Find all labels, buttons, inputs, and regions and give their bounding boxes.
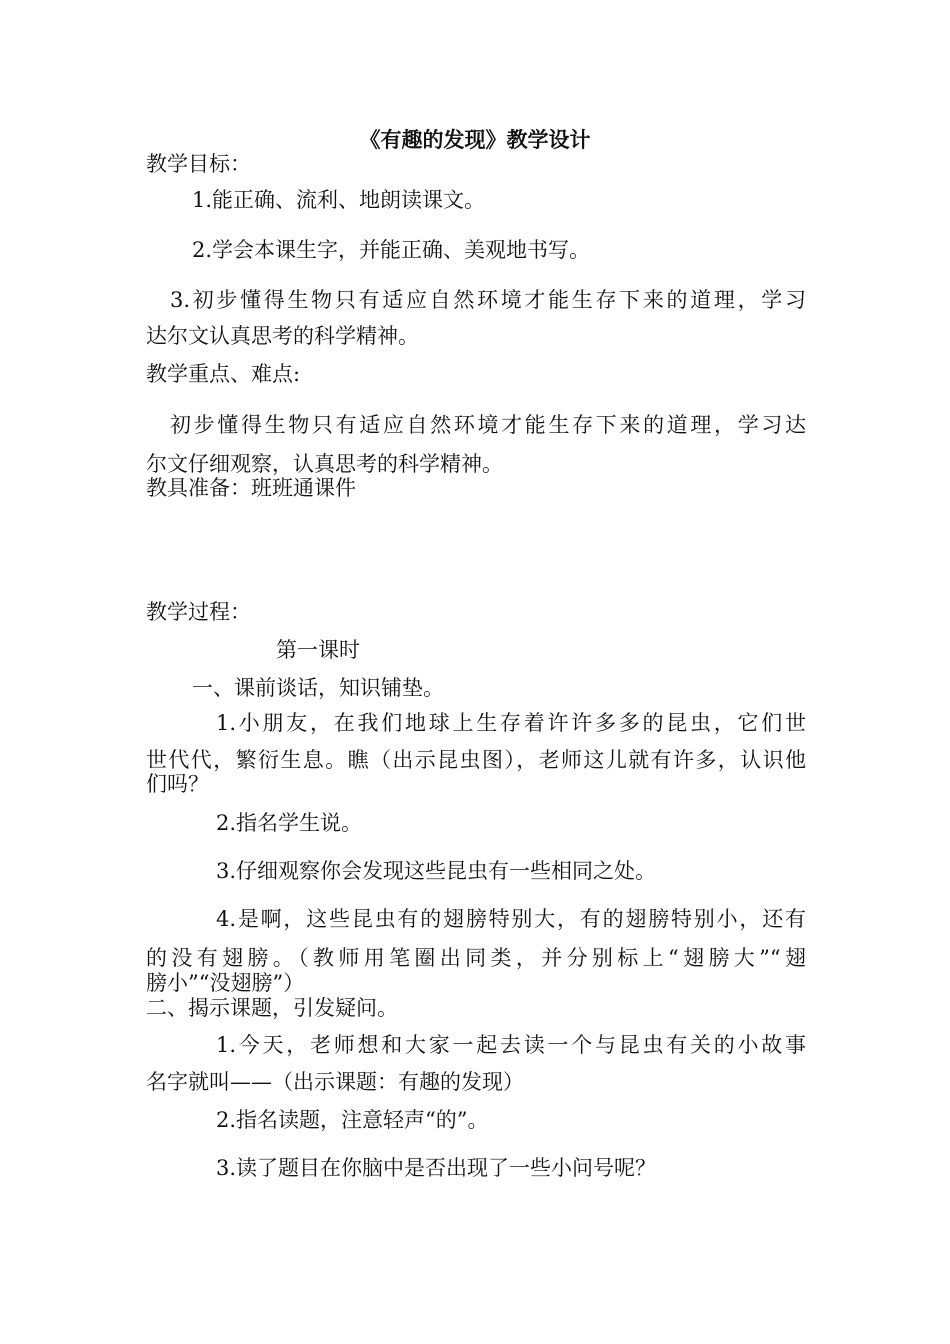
lesson-label: 第一课时 [276, 638, 360, 662]
section-1-p4-line-1: 4.是啊，这些昆虫有的翅膀特别大，有的翅膀特别小，还有 [216, 907, 806, 931]
section-1-p1-line-3: 们吗？ [146, 772, 209, 796]
objective-item-3-line-1: 3.初步懂得生物只有适应自然环境才能生存下来的道理，学习 [170, 288, 806, 312]
section-2-p3: 3.读了题目在你脑中是否出现了一些小问号呢？ [216, 1156, 657, 1180]
objective-item-2: 2.学会本课生字，并能正确、美观地书写。 [192, 238, 591, 262]
section-2-p1-line-2: 名字就叫——（出示课题：有趣的发现） [146, 1070, 524, 1094]
section-1-p1-line-2: 世代代，繁衍生息。瞧（出示昆虫图），老师这儿就有许多，认识他 [146, 748, 806, 772]
objective-item-1: 1.能正确、流利、地朗读课文。 [192, 188, 486, 212]
section-2-heading: 二、揭示课题，引发疑问。 [146, 996, 398, 1020]
section-1-p4-line-2: 的没有翅膀。（教师用笔圈出同类，并分别标上“翅膀大”“翅 [146, 946, 806, 970]
key-points-heading: 教学重点、难点: [146, 362, 301, 386]
section-1-heading: 一、课前谈话，知识铺垫。 [192, 676, 444, 700]
objectives-heading: 教学目标： [146, 152, 251, 176]
document-title: 《有趣的发现》教学设计 [359, 127, 591, 152]
key-points-line-2: 尔文仔细观察，认真思考的科学精神。 [146, 452, 503, 476]
section-2-p2: 2.指名读题，注意轻声“的”。 [216, 1108, 489, 1132]
section-1-p4-line-3: 膀小”“没翅膀”） [146, 971, 305, 995]
process-heading: 教学过程： [146, 600, 251, 624]
key-points-line-1: 初步懂得生物只有适应自然环境才能生存下来的道理，学习达 [170, 413, 806, 437]
objective-item-3-line-2: 达尔文认真思考的科学精神。 [146, 324, 419, 348]
section-2-p1-line-1: 1.今天，老师想和大家一起去读一个与昆虫有关的小故事 [216, 1033, 806, 1057]
section-1-p1-line-1: 1.小朋友，在我们地球上生存着许许多多的昆虫，它们世 [216, 711, 806, 735]
materials-line: 教具准备：班班通课件 [146, 476, 356, 500]
section-1-p2: 2.指名学生说。 [216, 811, 363, 835]
section-1-p3: 3.仔细观察你会发现这些昆虫有一些相同之处。 [216, 859, 657, 883]
